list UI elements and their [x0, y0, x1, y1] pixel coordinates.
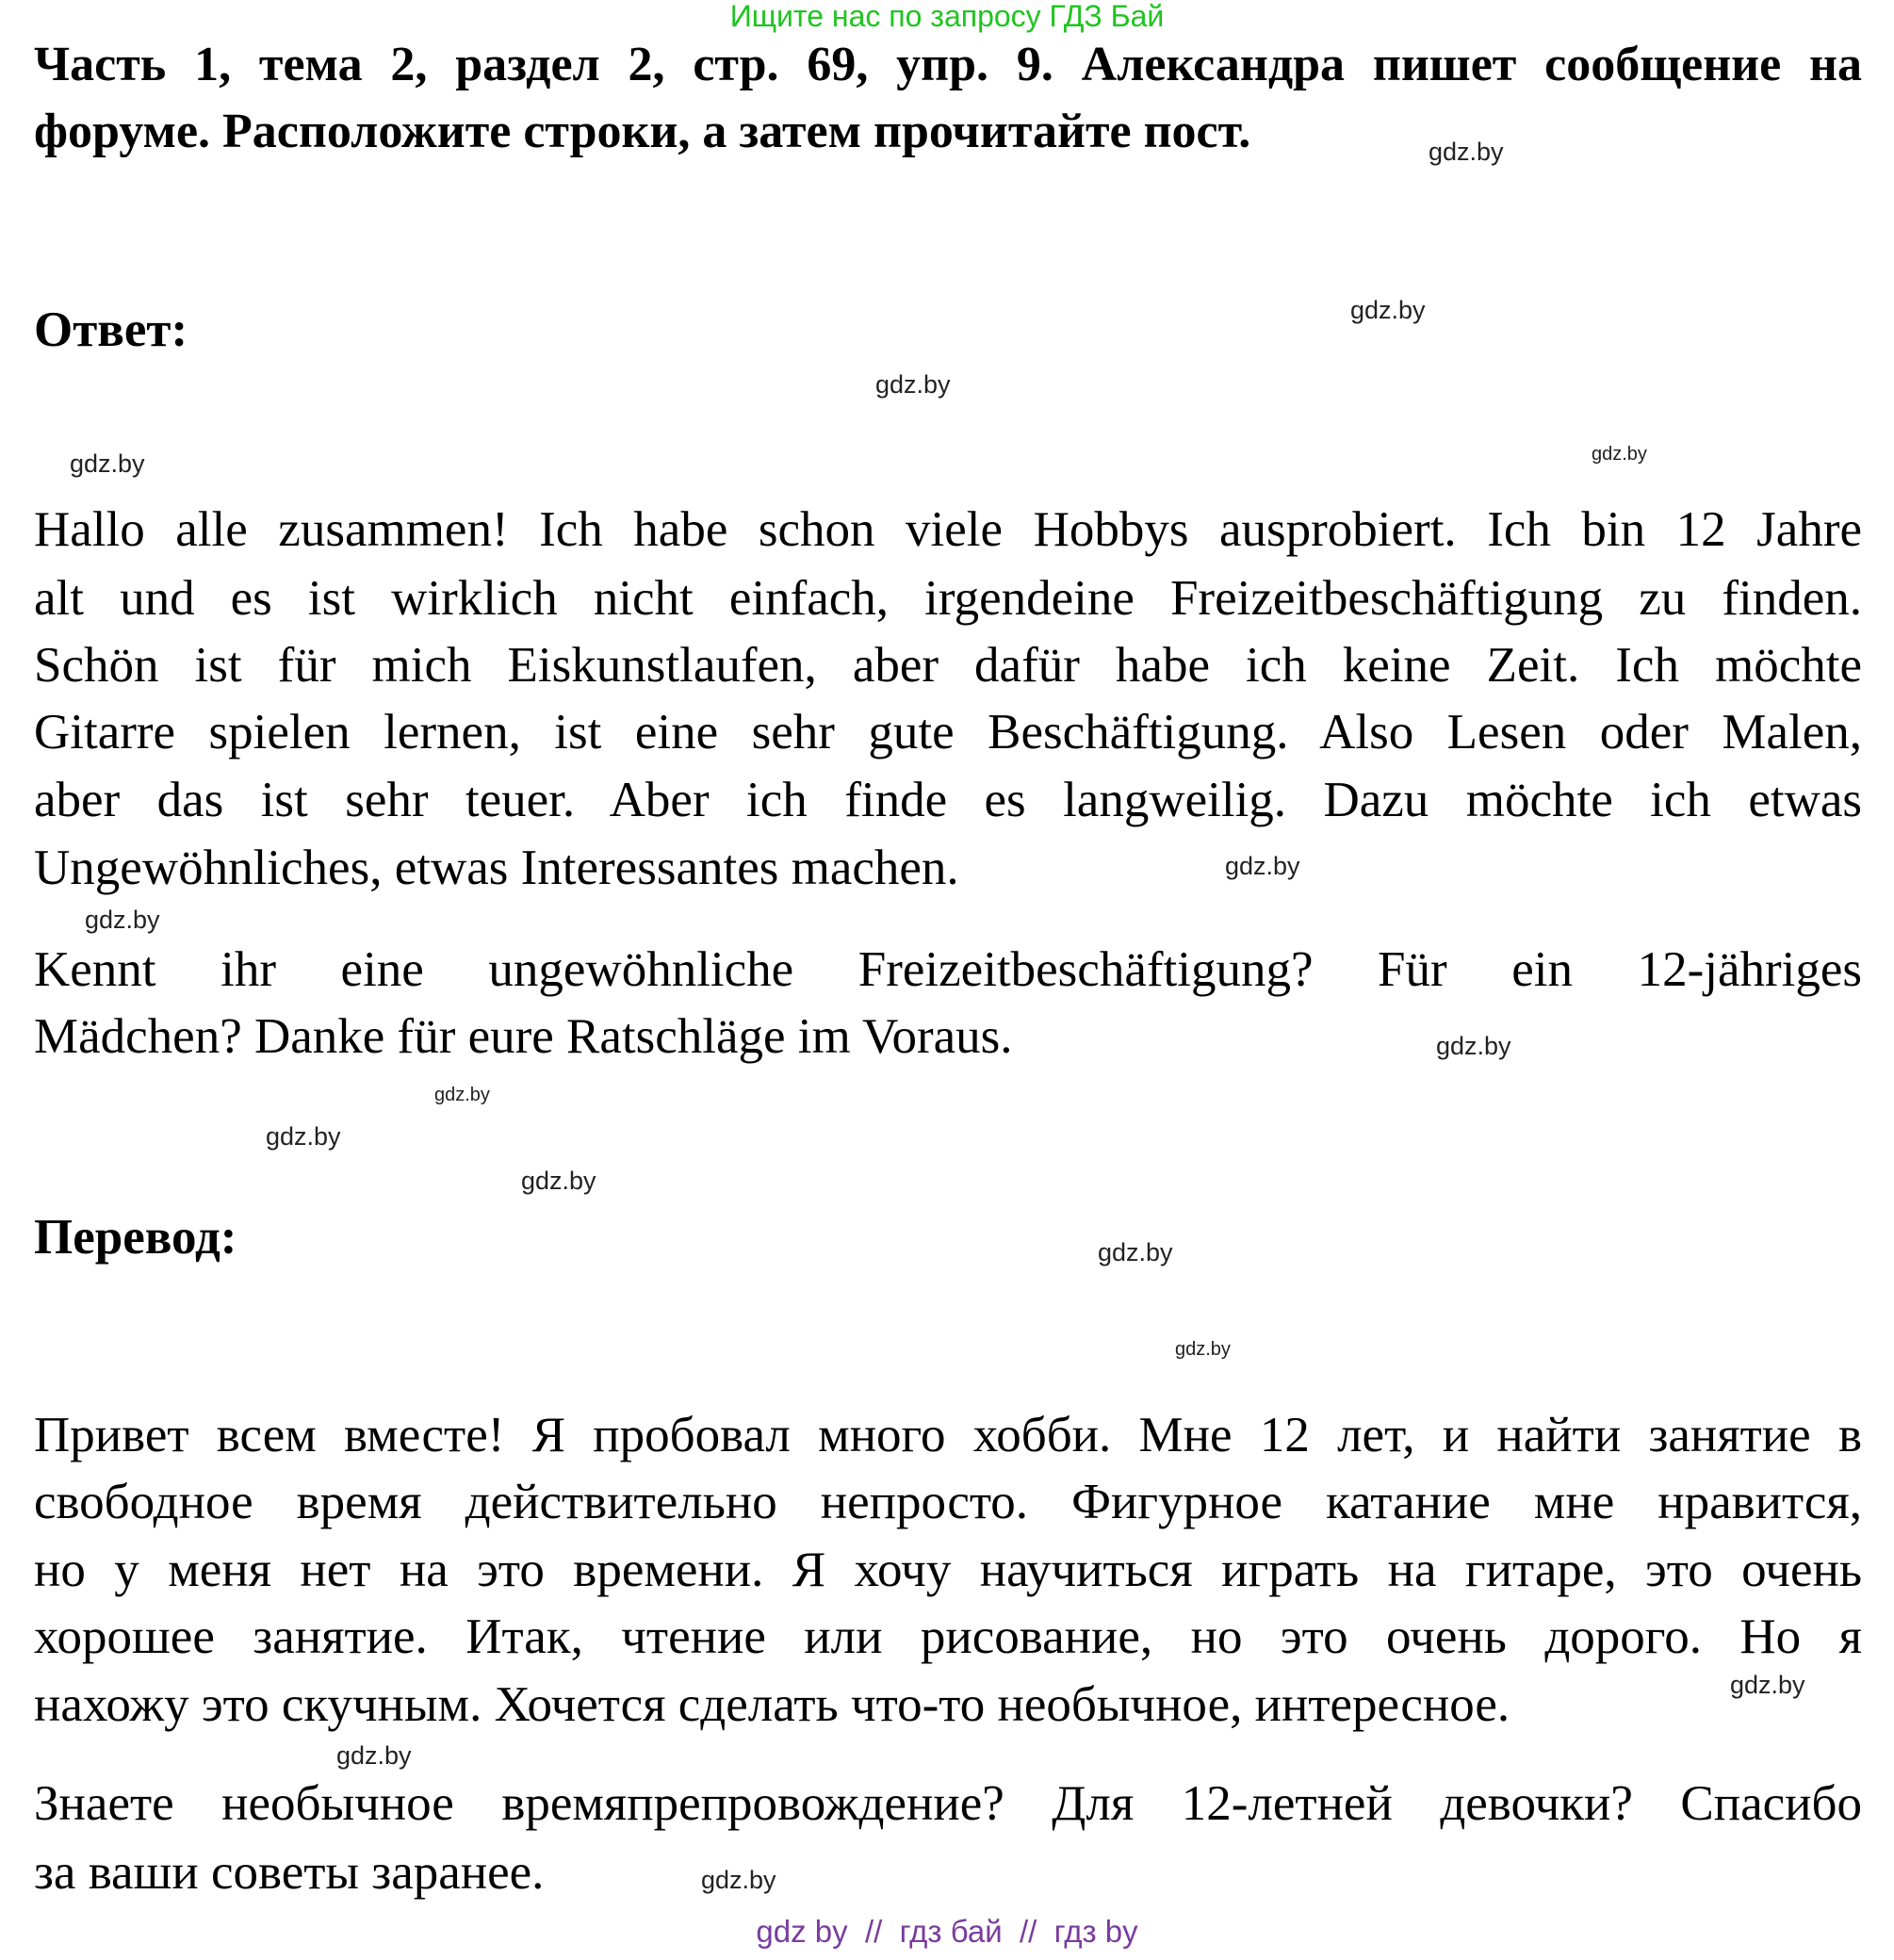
exercise-title-line-2: форуме. Расположите строки, а затем прочитайте пост.	[34, 105, 1251, 158]
footer-links: gdz by // гдз бай // гдз by	[756, 1914, 1138, 1949]
answer-line: Mädchen? Danke für eure Ratschläge im Voraus.	[34, 1009, 1013, 1064]
watermark: gdz.by	[521, 1167, 596, 1195]
translation-line: но у меня нет на это времени. Я хочу научиться играть на гитаре, это очень	[34, 1543, 1862, 1597]
watermark: gdz.by	[1225, 852, 1300, 880]
search-banner: Ищите нас по запросу ГДЗ Бай	[729, 0, 1165, 33]
answer-line: alt und es ist wirklich nicht einfach, irgendeine Freizeitbeschäftigung zu finden.	[34, 571, 1862, 626]
translation-line: хорошее занятие. Итак, чтение или рисование, но это очень дорого. Но я	[34, 1609, 1862, 1664]
watermark: gdz.by	[1098, 1238, 1173, 1266]
answer-line: Hallo alle zusammen! Ich habe schon viele Hobbys ausprobiert. Ich bin 12 Jahre	[34, 502, 1862, 557]
watermark: gdz.by	[1175, 1339, 1231, 1360]
watermark: gdz.by	[85, 906, 160, 934]
watermark: gdz.by	[1436, 1032, 1511, 1060]
answer-line: Gitarre spielen lernen, ist eine sehr gute Beschäftigung. Also Lesen oder Malen,	[34, 705, 1862, 760]
translation-line: нахожу это скучным. Хочется сделать что-то необычное, интересное.	[34, 1677, 1510, 1732]
answer-line: Ungewöhnliches, etwas Interessantes machen.	[34, 841, 959, 895]
translation-line: Знаете необычное времяпрепровождение? Для 12-летней девочки? Спасибо	[34, 1776, 1862, 1831]
answer-line: Schön ist für mich Eiskunstlaufen, aber dafür habe ich keine Zeit. Ich möchte	[34, 638, 1862, 693]
watermark: gdz.by	[1350, 296, 1426, 324]
answer-heading: Ответ:	[34, 302, 188, 357]
watermark: gdz.by	[1730, 1671, 1805, 1699]
translation-line: Привет всем вместе! Я пробовал много хобби. Мне 12 лет, и найти занятие в	[34, 1408, 1862, 1462]
watermark: gdz.by	[266, 1122, 341, 1151]
exercise-title-line-1: Часть 1, тема 2, раздел 2, стр. 69, упр. 9. Александра пишет сообщение на	[34, 38, 1862, 91]
watermark: gdz.by	[1429, 138, 1504, 166]
watermark: gdz.by	[701, 1866, 776, 1894]
translation-line: свободное время действительно непросто. Фигурное катание мне нравится,	[34, 1475, 1862, 1529]
translation-line: за ваши советы заранее.	[34, 1845, 545, 1900]
watermark: gdz.by	[1592, 444, 1647, 465]
answer-line: Kennt ihr eine ungewöhnliche Freizeitbeschäftigung? Für ein 12-jähriges	[34, 942, 1862, 997]
translation-heading: Перевод:	[34, 1210, 237, 1265]
watermark: gdz.by	[70, 449, 145, 478]
answer-line: aber das ist sehr teuer. Aber ich finde es langweilig. Dazu möchte ich etwas	[34, 773, 1862, 827]
watermark: gdz.by	[434, 1085, 490, 1105]
watermark: gdz.by	[336, 1741, 412, 1770]
watermark: gdz.by	[875, 370, 951, 399]
